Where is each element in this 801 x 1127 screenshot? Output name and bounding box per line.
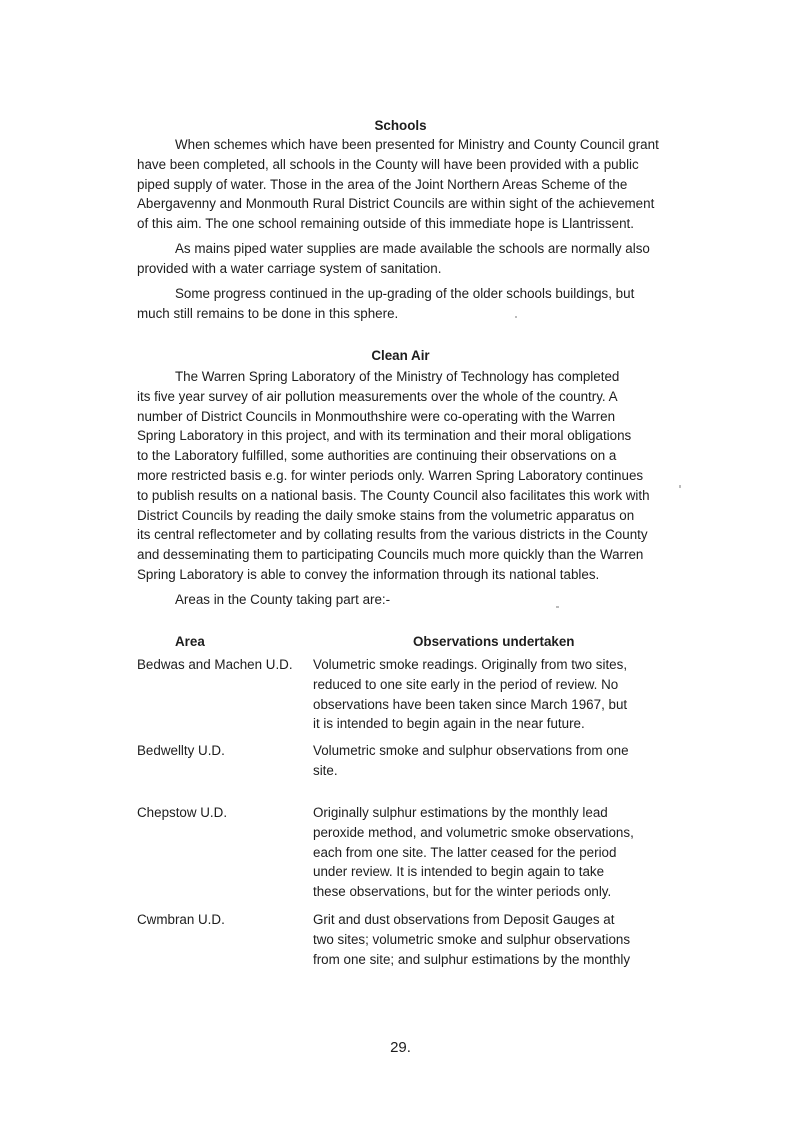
text-line: piped supply of water. Those in the area of the Joint Northern Areas Scheme of the — [137, 176, 628, 192]
text-line: Areas in the County taking part are:- — [175, 592, 391, 607]
text-line: Spring Laboratory in this project, and with its termination and their moral obligations — [137, 428, 632, 444]
text-line: observations have been taken since March 1967, but — [313, 696, 628, 712]
text-line: number of District Councils in Monmouthshire were co-operating with the Warren — [137, 408, 616, 424]
text-line: provided with a water carriage system of sanitation. — [137, 260, 442, 276]
text-line: Grit and dust observations from Deposit Gauges at — [313, 912, 615, 927]
observation-text — [313, 655, 673, 734]
text-line: Abergavenny and Monmouth Rural District Councils are within sight of the achievement — [137, 196, 655, 212]
observation-text — [313, 803, 673, 902]
text-line: under review. It is intended to begin again to take — [313, 864, 605, 880]
text-line: The Warren Spring Laboratory of the Ministry of Technology has completed — [175, 369, 620, 384]
page-number: 29. — [390, 1039, 411, 1056]
schools-paragraph-1 — [137, 135, 667, 234]
area-name: Bedwellty U.D. — [137, 743, 225, 758]
text-line: As mains piped water supplies are made available the schools are normally also — [175, 241, 650, 256]
text-line: more restricted basis e.g. for winter periods only. Warren Spring Laboratory continues — [137, 467, 644, 483]
text-line: Volumetric smoke readings. Originally from two sites, — [313, 657, 628, 672]
text-line: much still remains to be done in this sphere. — [137, 305, 399, 321]
text-line: from one site; and sulphur estimations by the monthly — [313, 951, 631, 967]
scan-speck — [679, 485, 681, 488]
text-line: and desseminating them to participating Councils much more quickly than the Warren — [137, 547, 644, 563]
text-line: its central reflectometer and by collating results from the various districts in the County — [137, 527, 648, 543]
text-line: site. — [313, 762, 338, 778]
clean-air-heading: Clean Air — [371, 348, 430, 363]
text-line: each from one site. The latter ceased for the period — [313, 844, 617, 860]
area-name: Cwmbran U.D. — [137, 912, 225, 927]
text-line: District Councils by reading the daily smoke stains from the volumetric apparatus on — [137, 507, 635, 523]
scan-speck — [515, 316, 517, 318]
area-name: Bedwas and Machen U.D. — [137, 657, 293, 672]
text-line: have been completed, all schools in the County will have been provided with a public — [137, 156, 639, 172]
schools-heading: Schools — [374, 118, 427, 133]
text-line: peroxide method, and volumetric smoke observations, — [313, 824, 634, 840]
schools-paragraph-3 — [137, 284, 667, 324]
observation-text — [313, 910, 673, 969]
area-name: Chepstow U.D. — [137, 805, 228, 820]
text-line: it is intended to begin again in the near future. — [313, 716, 585, 732]
text-line: reduced to one site early in the period of review. No — [313, 676, 619, 692]
text-line: Spring Laboratory is able to convey the information through its national tables. — [137, 566, 600, 582]
column-header-area: Area — [175, 634, 205, 649]
scan-speck — [556, 606, 559, 608]
text-line: Volumetric smoke and sulphur observations from one — [313, 743, 629, 758]
text-line: When schemes which have been presented for Ministry and County Council grant — [175, 137, 659, 152]
text-line: two sites; volumetric smoke and sulphur observations — [313, 931, 631, 947]
text-line: to publish results on a national basis. The County Council also facilitates this work with — [137, 487, 650, 503]
areas-intro — [137, 590, 667, 610]
schools-paragraph-2 — [137, 239, 667, 279]
text-line: these observations, but for the winter periods only. — [313, 884, 612, 900]
text-line: Some progress continued in the up-grading of the older schools buildings, but — [175, 286, 635, 301]
text-line: of this aim. The one school remaining outside of this immediate hope is Llantrissent. — [137, 216, 634, 232]
column-header-observations: Observations undertaken — [413, 634, 575, 649]
text-line: its five year survey of air pollution measurements over the whole of the country. A — [137, 388, 618, 404]
observation-text — [313, 741, 673, 781]
clean-air-paragraph — [137, 367, 667, 585]
text-line: Originally sulphur estimations by the monthly lead — [313, 805, 608, 820]
text-line: to the Laboratory fulfilled, some authorities are continuing their observations on a — [137, 448, 617, 464]
